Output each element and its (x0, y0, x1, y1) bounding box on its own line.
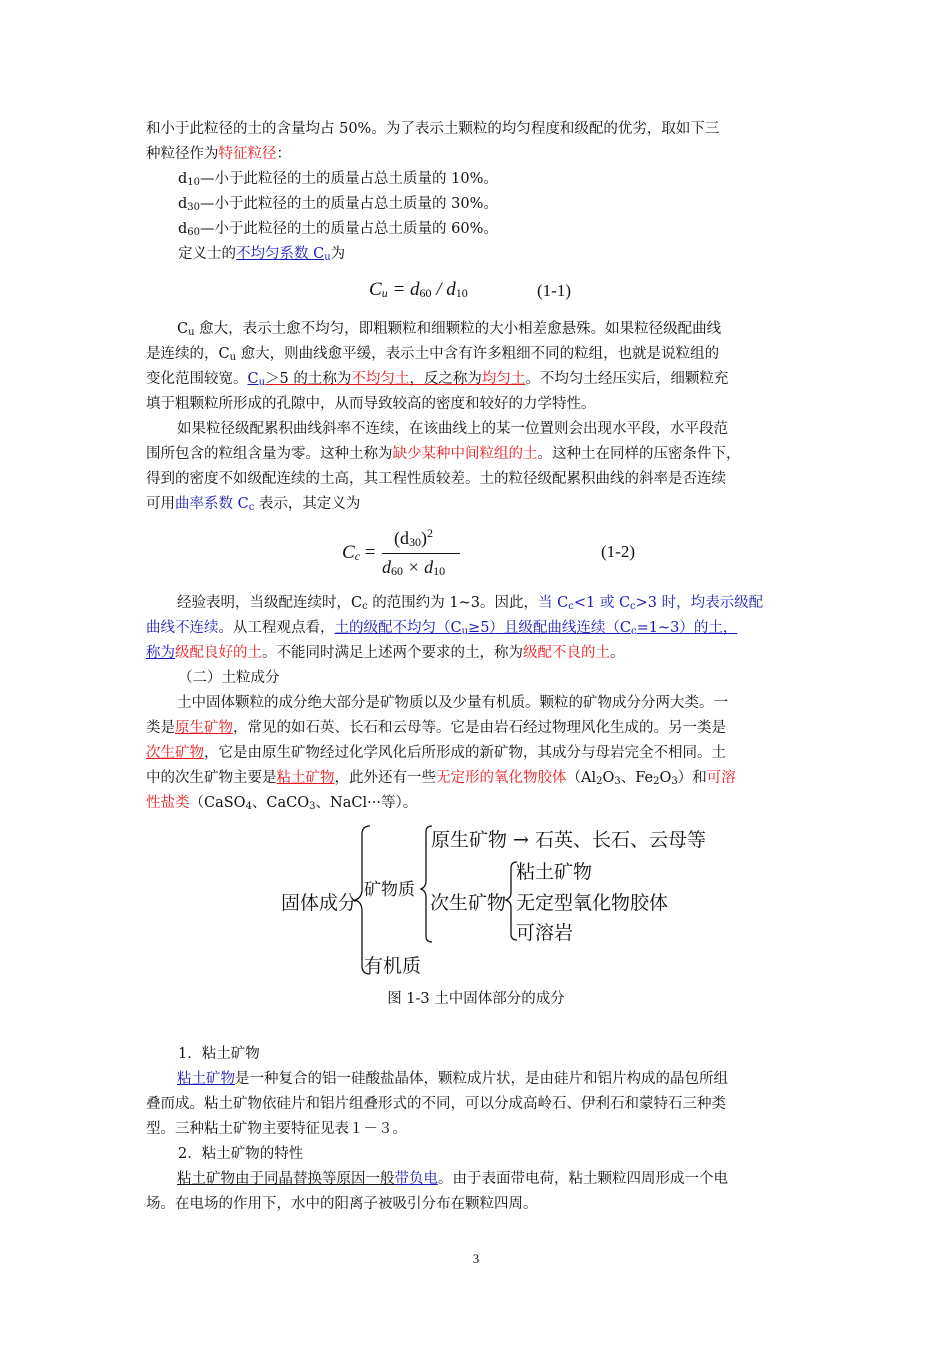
term-nonuniform-soil: 不均匀土 (351, 371, 410, 387)
tree-item-clay: 粘土矿物 (516, 861, 593, 883)
eq2-denominator: $d_{60} \times d_{10}$ (382, 557, 446, 578)
eq2-numerator: $(d_{30})^2$ (394, 526, 433, 549)
equation-1-2: $C_c$ = $(d_{30})^2$ $d_{60} \times d_{10}$ (342, 528, 462, 588)
term-poorly-graded-soil: 级配不良的土 (523, 645, 610, 661)
equation-1-2-number: (1-2) (601, 542, 635, 561)
cu-def-a: 定义士的 (178, 246, 236, 262)
section-heading-particle-composition: （二）土粒成分 (178, 670, 280, 686)
term-gap-graded-soil: 缺少某种中间粒组的土 (392, 446, 538, 462)
tree-item-soluble: 可溶岩 (516, 922, 574, 944)
def-d10: $d_{10}—$小于此粒径的土的质量占总土质量的 10%。 (178, 171, 498, 188)
tree-primary-minerals: 原生矿物 → 石英、长石、云母等 (431, 829, 706, 851)
well-graded-criteria: 土的级配不均匀$(C_u\ge 5)$且级配曲线连续$(C_c=1\sim 3)$的土， (334, 620, 738, 637)
def-d60-sub: 60 (187, 227, 201, 238)
tree-secondary-minerals: 次生矿物 (430, 892, 507, 914)
term-amorphous-oxide: 无定形的氧化物胶体 (436, 770, 567, 786)
page-number: 3 (472, 1251, 480, 1266)
term-clay-mineral: 粘土矿物 (276, 770, 335, 786)
term-secondary-mineral: 次生矿物 (146, 745, 204, 761)
figure-caption: 图 1-3 土中固体部分的成分 (387, 991, 565, 1007)
tree-organic-matter: 有机质 (364, 955, 422, 977)
term-characteristic-size: 特征粒径 (218, 146, 277, 162)
experience-paragraph: 经验表明，当级配连续时，$C_c$ 的范围约为 1~3。因此，当 $C_c<1$ 或 $C_c>3$ 时，均表示级配 曲线不连续。从工程观点看，土的级配不均匀$(C_u\ge 5)$且级配曲线连续$(C_c=1\sim 3)$的土， 称为级配良好的土。不能同时满足上述两个要求的土，称为级配不良的土。 (146, 595, 764, 661)
cu-paragraph: $C_u$ 愈大，表示土愈不均匀，即粗颗粒和细颗粒的大小相差愈悬殊。如果粒径级配曲线 是连续的，$C_u$ 愈大，则曲线愈平缓，表示土中含有许多粗细不同的粒组，也就是说粒组的 变化范围较宽。$C_u>5$ 的土称为不均匀土，反之称为均匀土。不均匀土经压实后，细颗粒充 填于粗颗粒所形成的孔隙中，从而导致较高的密度和较好的力学特性。 (146, 321, 729, 412)
term-clay-mineral-2: 粘土矿物 (177, 1071, 235, 1087)
characteristics-paragraph: 粘土矿物由于同晶替换等原因一般带负电。由于表面带电荷，粘土颗粒四周形成一个电 场。在电场的作用下，水中的阳离子被吸引分布在颗粒四周。 (146, 1171, 728, 1212)
intro-line2c: ： (276, 146, 291, 162)
term-negative-charge: 带负电 (394, 1171, 438, 1187)
term-uniform-soil: 均匀土 (481, 371, 526, 387)
subsection-clay-minerals: 1．粘土矿物 (178, 1046, 260, 1062)
term-well-graded-soil: 级配良好的土 (175, 645, 262, 661)
term-soluble-salt: 可溶 (706, 770, 736, 786)
intro-line2a: 种粒径作为 (146, 146, 219, 162)
tree-root-solid-components: 固体成分 (281, 892, 358, 914)
def-d60-text: —小于此粒径的土的质量占总土质量的 60%。 (200, 221, 498, 237)
cu-def-c: 为 (330, 246, 346, 262)
def-d30-text: —小于此粒径的土的质量占总土质量的 30%。 (200, 196, 498, 212)
def-d10-text: —小于此粒径的土的质量占总土质量的 10%。 (200, 171, 498, 187)
def-d30: $d_{30}—$小于此粒径的土的质量占总土质量的 30%。 (178, 196, 498, 213)
term-primary-mineral: 原生矿物 (175, 720, 233, 736)
clay-paragraph: 粘土矿物是一种复合的铝一硅酸盐晶体，颗粒成片状，是由硅片和铝片构成的晶包所组 叠而成。粘土矿物依硅片和铝片组叠形式的不同，可以分成高岭石、伊利石和蒙特石三种类 型。三种粘土矿物主要特征见表１－３。 (146, 1071, 728, 1137)
term-curvature-coefficient: 曲率系数 $C_c$ (175, 496, 255, 513)
term-uniformity-coefficient: 不均匀系数 $C_u$ (236, 246, 331, 263)
equation-1-1: $C_u = d_{60} / d_{10}$ (369, 279, 468, 300)
slope-paragraph: 如果粒径级配累积曲线斜率不连续，在该曲线上的某一位置则会出现水平段，水平段范 围所包含的粒组含量为零。这种土称为缺少某种中间粒组的土。这种土在同样的压密条件下， 得到的密度不如级配连续的土高，其工程性质较差。土的粒径级配累积曲线的斜率是否连续 可用曲率系数 $C_c$ 表示，其定义为 (146, 421, 741, 513)
equation-1-1-number: (1-1) (537, 281, 571, 300)
subsection-clay-characteristics: 2．粘土矿物的特性 (178, 1146, 304, 1162)
def-d10-sub: 10 (187, 177, 201, 188)
tree-item-amorphous: 无定型氧化物胶体 (516, 892, 669, 914)
intro-line1: 和小于此粒径的土的含量均占 50%。为了表示土颗粒的均匀程度和级配的优劣，取如下三 (146, 121, 720, 137)
cc-condition: 当 $C_c<1$ 或 $C_c>3$ 时，均表示级配 (538, 595, 764, 612)
composition-paragraph: 土中固体颗粒的成分绝大部分是矿物质以及少量有机质。颗粒的矿物成分分两大类。一 类是原生矿物，常见的如石英、长石和云母等。它是由岩石经过物理风化生成的。另一类是 次生矿物，它是由原生矿物经过化学风化后所形成的新矿物，其成分与母岩完全不相同。土 中的次生矿物主要是粘土矿物，此外还有一些无定形的氧化物胶体（$Al_2O_3$、$Fe_2O_3$）和可溶 性盐类（CaSO$_4$、CaCO$_3$、NaCl···等）。 (146, 695, 736, 812)
tree-mineral-matter: 矿物质 (364, 880, 415, 900)
def-d60: $d_{60}—$小于此粒径的土的质量占总土质量的 60%。 (178, 221, 498, 238)
cu-greater-5: $C_u$ (247, 371, 266, 388)
def-d30-sub: 30 (187, 202, 201, 213)
